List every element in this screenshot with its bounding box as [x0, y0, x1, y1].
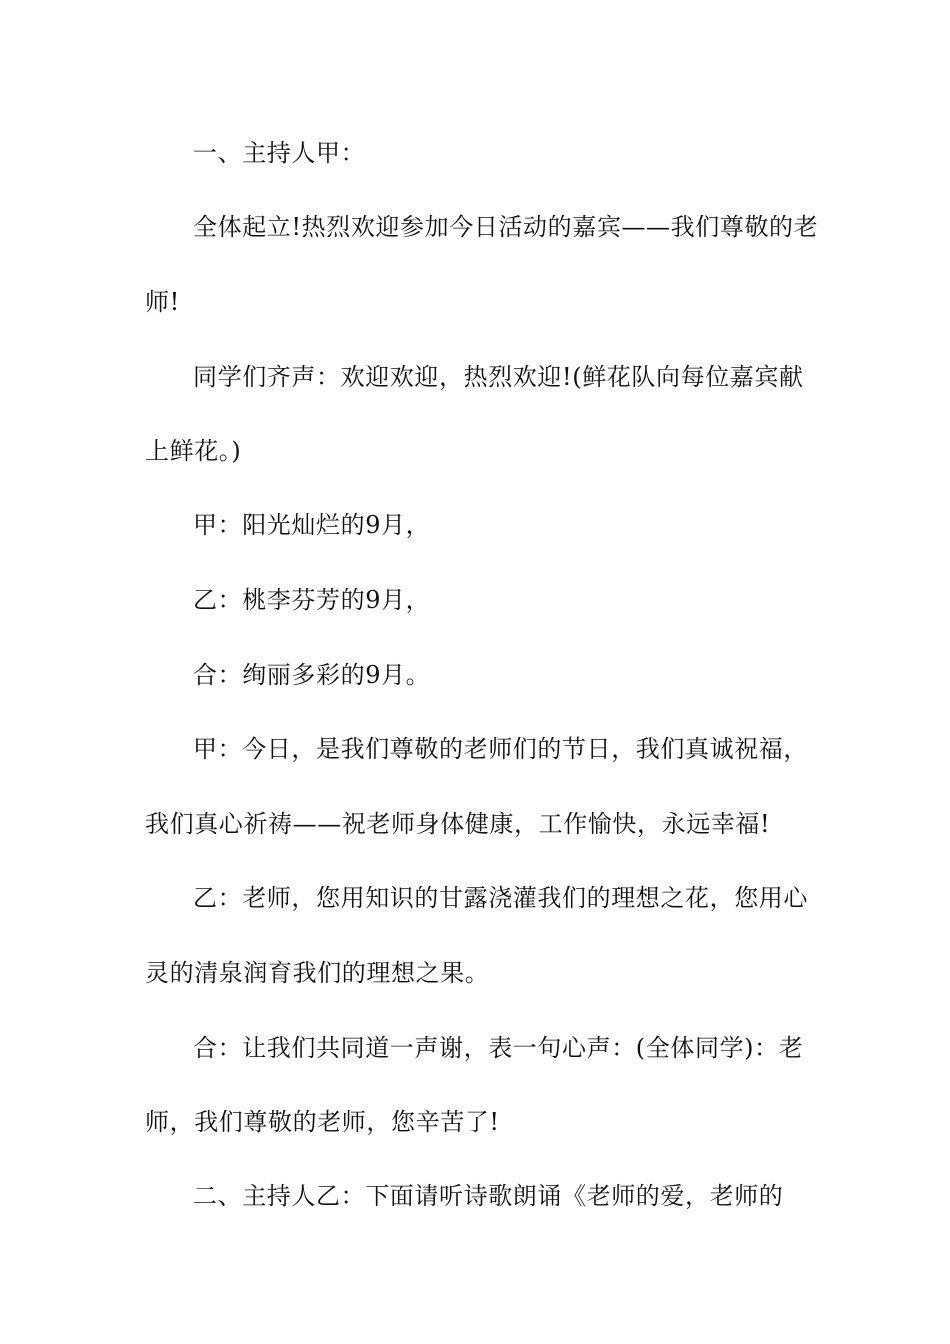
paragraph-line: 师，我们尊敬的老师，您辛苦了! — [145, 1108, 500, 1136]
paragraph-line: 乙：老师，您用知识的甘露浇灌我们的理想之花，您用心 — [193, 884, 808, 912]
section-heading-2: 二、主持人乙：下面请听诗歌朗诵《老师的爱，老师的 — [193, 1182, 784, 1210]
paragraph-line: 乙：桃李芬芳的9月， — [193, 586, 431, 614]
paragraph-line: 全体起立!热烈欢迎参加今日活动的嘉宾——我们尊敬的老 — [193, 213, 819, 241]
paragraph-line: 甲：今日，是我们尊敬的老师们的节日，我们真诚祝福， — [193, 735, 808, 763]
section-heading-1: 一、主持人甲： — [193, 139, 366, 167]
paragraph-line: 师! — [145, 288, 180, 316]
paragraph-line: 甲：阳光灿烂的9月， — [193, 511, 431, 539]
paragraph-line: 上鲜花。) — [145, 437, 242, 465]
paragraph-line: 同学们齐声：欢迎欢迎，热烈欢迎!(鲜花队向每位嘉宾献 — [193, 363, 804, 391]
paragraph-line: 合：绚丽多彩的9月。 — [193, 661, 431, 689]
paragraph-line: 灵的清泉润育我们的理想之果。 — [145, 959, 490, 987]
paragraph-line: 我们真心祈祷——祝老师身体健康，工作愉快，永远幸福! — [145, 810, 771, 838]
paragraph-line: 合：让我们共同道一声谢，表一句心声：(全体同学)：老 — [193, 1034, 804, 1062]
